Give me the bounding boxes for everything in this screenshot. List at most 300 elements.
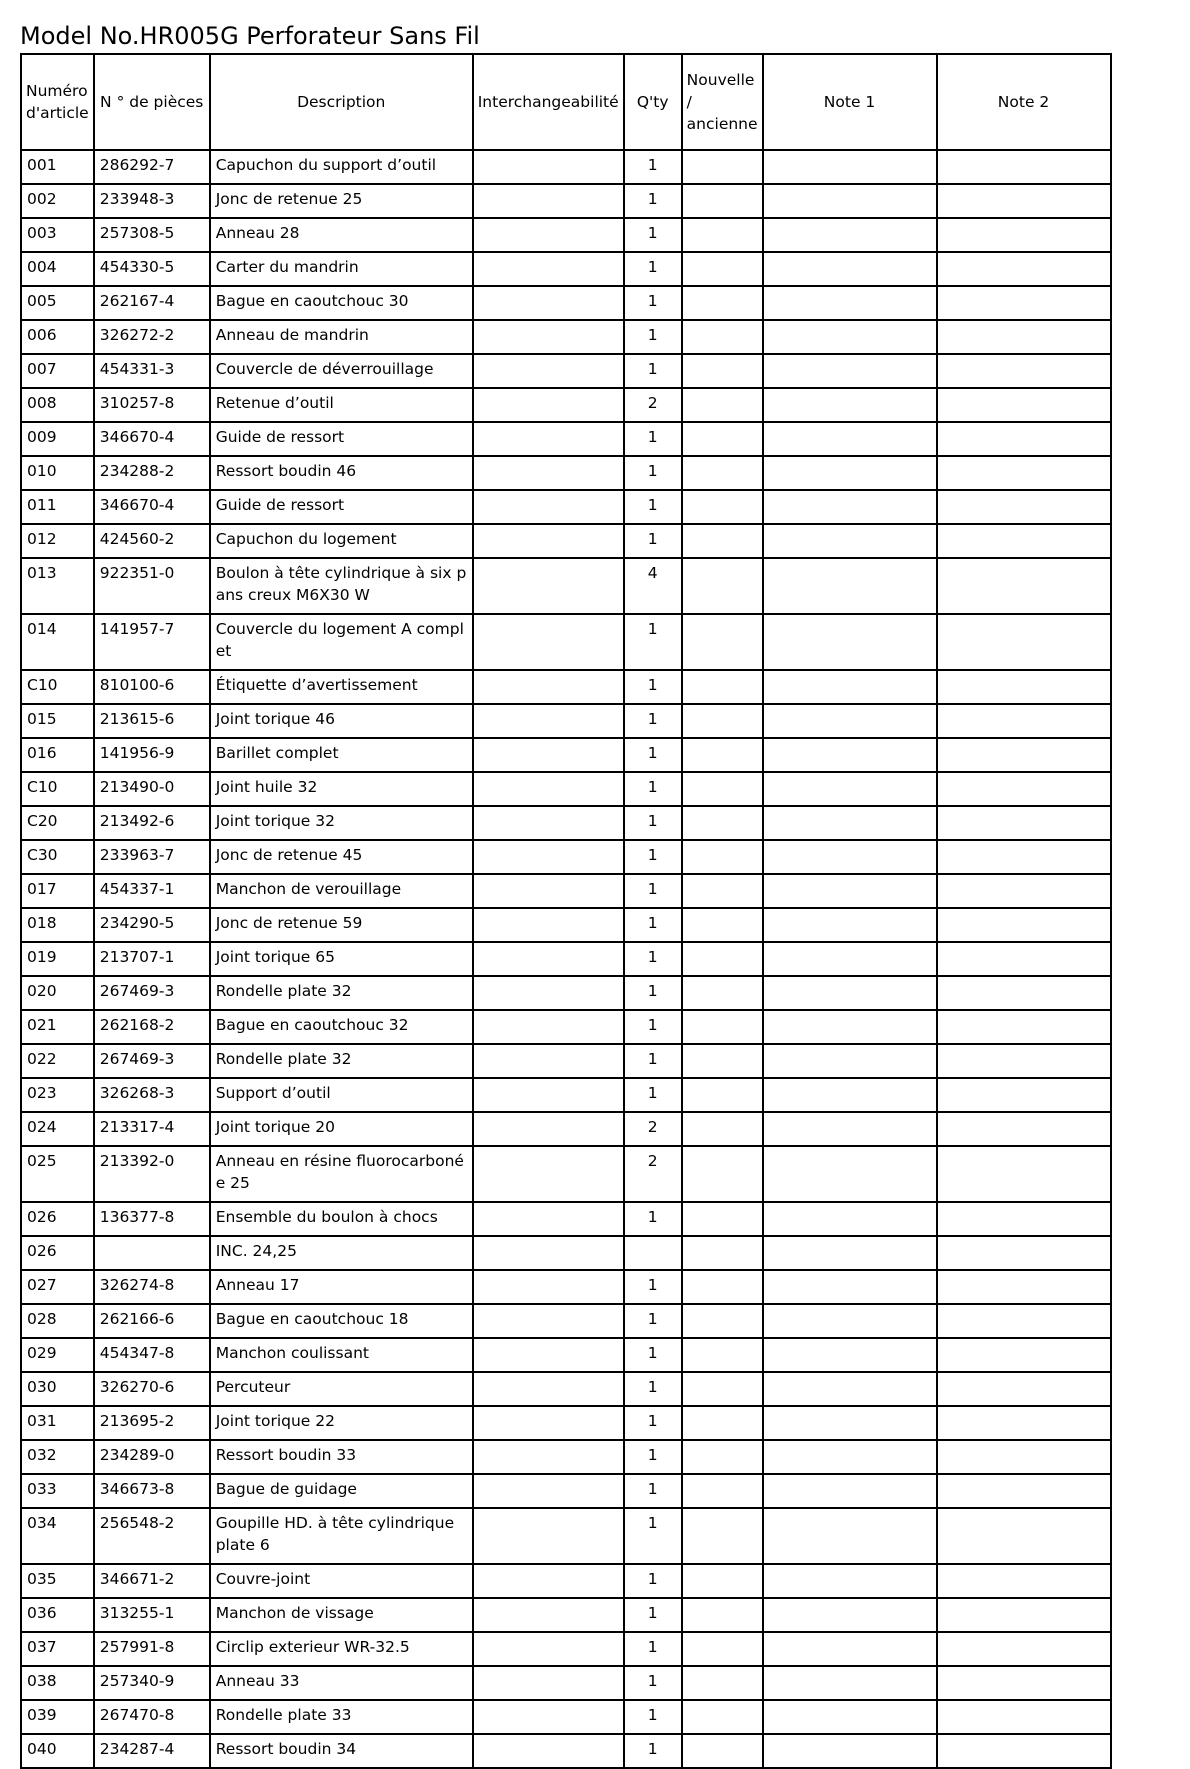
cell-note-1 xyxy=(763,670,937,704)
cell-item-number: 026 xyxy=(21,1236,94,1270)
cell-description: Capuchon du logement xyxy=(210,524,473,558)
cell-quantity: 1 xyxy=(624,1564,682,1598)
header-description: Description xyxy=(210,54,473,150)
cell-quantity: 1 xyxy=(624,1202,682,1236)
cell-item-number: 004 xyxy=(21,252,94,286)
cell-part-number: 141956-9 xyxy=(94,738,210,772)
cell-quantity: 1 xyxy=(624,354,682,388)
cell-item-number: 003 xyxy=(21,218,94,252)
cell-part-number: 310257-8 xyxy=(94,388,210,422)
table-row xyxy=(21,1270,1111,1304)
table-row xyxy=(21,354,1111,388)
cell-description: Joint torique 65 xyxy=(210,942,473,976)
table-row xyxy=(21,218,1111,252)
cell-quantity: 1 xyxy=(624,976,682,1010)
table-row xyxy=(21,738,1111,772)
table-row xyxy=(21,320,1111,354)
cell-note-2 xyxy=(937,1406,1111,1440)
cell-item-number: 035 xyxy=(21,1564,94,1598)
cell-interchangeability xyxy=(473,490,624,524)
cell-interchangeability xyxy=(473,942,624,976)
cell-part-number: 267469-3 xyxy=(94,976,210,1010)
cell-description: Joint torique 20 xyxy=(210,1112,473,1146)
cell-part-number: 454337-1 xyxy=(94,874,210,908)
cell-new-old xyxy=(682,908,763,942)
cell-description: Joint torique 32 xyxy=(210,806,473,840)
cell-note-2 xyxy=(937,1666,1111,1700)
table-row xyxy=(21,772,1111,806)
cell-new-old xyxy=(682,150,763,184)
cell-note-2 xyxy=(937,840,1111,874)
cell-part-number: 262168-2 xyxy=(94,1010,210,1044)
cell-note-2 xyxy=(937,704,1111,738)
cell-description: Bague en caoutchouc 32 xyxy=(210,1010,473,1044)
table-row xyxy=(21,524,1111,558)
cell-description: Retenue d’outil xyxy=(210,388,473,422)
cell-quantity: 1 xyxy=(624,422,682,456)
cell-new-old xyxy=(682,1632,763,1666)
cell-item-number: 005 xyxy=(21,286,94,320)
cell-interchangeability xyxy=(473,558,624,614)
cell-part-number: 213392-0 xyxy=(94,1146,210,1202)
cell-part-number: 454331-3 xyxy=(94,354,210,388)
cell-description: Rondelle plate 32 xyxy=(210,1044,473,1078)
cell-interchangeability xyxy=(473,184,624,218)
cell-note-2 xyxy=(937,908,1111,942)
cell-note-2 xyxy=(937,218,1111,252)
table-row xyxy=(21,976,1111,1010)
cell-new-old xyxy=(682,1010,763,1044)
cell-description: Étiquette d’avertissement xyxy=(210,670,473,704)
table-row xyxy=(21,1010,1111,1044)
cell-item-number: C10 xyxy=(21,772,94,806)
cell-note-1 xyxy=(763,524,937,558)
cell-new-old xyxy=(682,558,763,614)
cell-note-1 xyxy=(763,1666,937,1700)
cell-interchangeability xyxy=(473,286,624,320)
cell-new-old xyxy=(682,524,763,558)
cell-description: Anneau 28 xyxy=(210,218,473,252)
cell-note-1 xyxy=(763,874,937,908)
cell-note-2 xyxy=(937,738,1111,772)
cell-description: Joint torique 22 xyxy=(210,1406,473,1440)
cell-note-1 xyxy=(763,354,937,388)
cell-note-1 xyxy=(763,1734,937,1768)
cell-note-2 xyxy=(937,1508,1111,1564)
parts-table xyxy=(20,53,1112,1769)
cell-note-1 xyxy=(763,320,937,354)
cell-quantity: 1 xyxy=(624,670,682,704)
cell-new-old xyxy=(682,1666,763,1700)
cell-quantity: 1 xyxy=(624,874,682,908)
cell-note-2 xyxy=(937,1338,1111,1372)
cell-part-number: 233963-7 xyxy=(94,840,210,874)
cell-quantity: 1 xyxy=(624,1010,682,1044)
cell-note-2 xyxy=(937,1044,1111,1078)
cell-note-1 xyxy=(763,1474,937,1508)
cell-note-2 xyxy=(937,1474,1111,1508)
table-row xyxy=(21,670,1111,704)
cell-part-number: 346670-4 xyxy=(94,490,210,524)
cell-note-1 xyxy=(763,1372,937,1406)
cell-interchangeability xyxy=(473,1598,624,1632)
cell-note-1 xyxy=(763,490,937,524)
cell-item-number: 034 xyxy=(21,1508,94,1564)
cell-quantity: 1 xyxy=(624,490,682,524)
cell-note-1 xyxy=(763,908,937,942)
cell-part-number: 257340-9 xyxy=(94,1666,210,1700)
cell-part-number: 326274-8 xyxy=(94,1270,210,1304)
cell-interchangeability xyxy=(473,1304,624,1338)
cell-item-number: 018 xyxy=(21,908,94,942)
cell-quantity: 1 xyxy=(624,1304,682,1338)
cell-new-old xyxy=(682,354,763,388)
cell-interchangeability xyxy=(473,1010,624,1044)
cell-item-number: 014 xyxy=(21,614,94,670)
cell-item-number: 025 xyxy=(21,1146,94,1202)
table-row xyxy=(21,1236,1111,1270)
table-row xyxy=(21,1112,1111,1146)
cell-interchangeability xyxy=(473,704,624,738)
table-row xyxy=(21,704,1111,738)
table-row xyxy=(21,614,1111,670)
cell-new-old xyxy=(682,490,763,524)
table-row xyxy=(21,184,1111,218)
cell-quantity: 1 xyxy=(624,456,682,490)
cell-part-number: 313255-1 xyxy=(94,1598,210,1632)
cell-interchangeability xyxy=(473,1372,624,1406)
cell-note-2 xyxy=(937,1304,1111,1338)
cell-part-number: 213707-1 xyxy=(94,942,210,976)
table-header-row xyxy=(21,54,1111,150)
cell-part-number: 136377-8 xyxy=(94,1202,210,1236)
table-row xyxy=(21,1406,1111,1440)
cell-note-2 xyxy=(937,772,1111,806)
cell-note-1 xyxy=(763,1112,937,1146)
cell-item-number: C20 xyxy=(21,806,94,840)
cell-interchangeability xyxy=(473,772,624,806)
table-row xyxy=(21,1202,1111,1236)
table-row xyxy=(21,1666,1111,1700)
cell-interchangeability xyxy=(473,670,624,704)
cell-description: Percuteur xyxy=(210,1372,473,1406)
cell-new-old xyxy=(682,738,763,772)
cell-part-number: 424560-2 xyxy=(94,524,210,558)
cell-quantity: 1 xyxy=(624,252,682,286)
cell-note-2 xyxy=(937,1236,1111,1270)
cell-quantity: 1 xyxy=(624,1338,682,1372)
cell-note-2 xyxy=(937,1564,1111,1598)
cell-interchangeability xyxy=(473,1044,624,1078)
cell-note-2 xyxy=(937,1078,1111,1112)
cell-description: Bague de guidage xyxy=(210,1474,473,1508)
cell-note-2 xyxy=(937,1202,1111,1236)
cell-interchangeability xyxy=(473,1508,624,1564)
cell-part-number: 346673-8 xyxy=(94,1474,210,1508)
cell-note-1 xyxy=(763,558,937,614)
cell-interchangeability xyxy=(473,1734,624,1768)
cell-new-old xyxy=(682,1406,763,1440)
cell-note-1 xyxy=(763,840,937,874)
cell-new-old xyxy=(682,1372,763,1406)
cell-part-number: 234288-2 xyxy=(94,456,210,490)
cell-quantity: 1 xyxy=(624,942,682,976)
cell-description: Boulon à tête cylindrique à six pans creux M6X30 W xyxy=(210,558,473,614)
cell-quantity: 1 xyxy=(624,286,682,320)
cell-note-1 xyxy=(763,184,937,218)
cell-item-number: 013 xyxy=(21,558,94,614)
cell-quantity: 1 xyxy=(624,1508,682,1564)
cell-item-number: 022 xyxy=(21,1044,94,1078)
cell-item-number: 002 xyxy=(21,184,94,218)
header-note-1: Note 1 xyxy=(763,54,937,150)
cell-item-number: 029 xyxy=(21,1338,94,1372)
cell-description: Manchon coulissant xyxy=(210,1338,473,1372)
table-row xyxy=(21,558,1111,614)
cell-description: Barillet complet xyxy=(210,738,473,772)
cell-description: Anneau en résine fluorocarbonée 25 xyxy=(210,1146,473,1202)
cell-part-number: 922351-0 xyxy=(94,558,210,614)
cell-description: Ressort boudin 33 xyxy=(210,1440,473,1474)
cell-item-number: 008 xyxy=(21,388,94,422)
cell-item-number: 007 xyxy=(21,354,94,388)
cell-item-number: 027 xyxy=(21,1270,94,1304)
cell-part-number: 810100-6 xyxy=(94,670,210,704)
cell-description: Joint torique 46 xyxy=(210,704,473,738)
cell-new-old xyxy=(682,1270,763,1304)
cell-new-old xyxy=(682,1146,763,1202)
cell-note-1 xyxy=(763,1406,937,1440)
cell-description: Rondelle plate 33 xyxy=(210,1700,473,1734)
cell-interchangeability xyxy=(473,1270,624,1304)
cell-description: Support d’outil xyxy=(210,1078,473,1112)
cell-interchangeability xyxy=(473,456,624,490)
cell-note-1 xyxy=(763,976,937,1010)
cell-new-old xyxy=(682,1236,763,1270)
cell-part-number: 346671-2 xyxy=(94,1564,210,1598)
cell-description: Jonc de retenue 59 xyxy=(210,908,473,942)
cell-item-number: C10 xyxy=(21,670,94,704)
table-row xyxy=(21,1372,1111,1406)
cell-new-old xyxy=(682,1440,763,1474)
cell-interchangeability xyxy=(473,252,624,286)
cell-note-1 xyxy=(763,942,937,976)
cell-new-old xyxy=(682,1338,763,1372)
cell-part-number: 234290-5 xyxy=(94,908,210,942)
cell-new-old xyxy=(682,1734,763,1768)
cell-item-number: 039 xyxy=(21,1700,94,1734)
cell-description: Ressort boudin 46 xyxy=(210,456,473,490)
table-row xyxy=(21,252,1111,286)
cell-quantity: 1 xyxy=(624,1372,682,1406)
cell-item-number: 020 xyxy=(21,976,94,1010)
table-row xyxy=(21,150,1111,184)
cell-note-1 xyxy=(763,1700,937,1734)
table-row xyxy=(21,1564,1111,1598)
cell-interchangeability xyxy=(473,908,624,942)
cell-interchangeability xyxy=(473,976,624,1010)
cell-interchangeability xyxy=(473,1564,624,1598)
cell-interchangeability xyxy=(473,1700,624,1734)
cell-note-2 xyxy=(937,1632,1111,1666)
cell-description: Bague en caoutchouc 18 xyxy=(210,1304,473,1338)
cell-note-1 xyxy=(763,1236,937,1270)
cell-note-1 xyxy=(763,772,937,806)
cell-quantity: 1 xyxy=(624,1078,682,1112)
cell-note-1 xyxy=(763,1598,937,1632)
cell-note-2 xyxy=(937,252,1111,286)
cell-item-number: 017 xyxy=(21,874,94,908)
cell-item-number: 012 xyxy=(21,524,94,558)
cell-part-number: 267469-3 xyxy=(94,1044,210,1078)
cell-note-1 xyxy=(763,1146,937,1202)
cell-new-old xyxy=(682,1202,763,1236)
cell-item-number: 015 xyxy=(21,704,94,738)
cell-item-number: 033 xyxy=(21,1474,94,1508)
cell-item-number: 037 xyxy=(21,1632,94,1666)
cell-interchangeability xyxy=(473,874,624,908)
cell-description: Couvercle du logement A complet xyxy=(210,614,473,670)
cell-note-1 xyxy=(763,252,937,286)
cell-description: Goupille HD. à tête cylindrique plate 6 xyxy=(210,1508,473,1564)
cell-description: Capuchon du support d’outil xyxy=(210,150,473,184)
cell-part-number: 326270-6 xyxy=(94,1372,210,1406)
cell-part-number: 213492-6 xyxy=(94,806,210,840)
cell-new-old xyxy=(682,184,763,218)
cell-quantity: 1 xyxy=(624,806,682,840)
header-note-2: Note 2 xyxy=(937,54,1111,150)
cell-interchangeability xyxy=(473,1440,624,1474)
cell-note-1 xyxy=(763,218,937,252)
cell-note-1 xyxy=(763,738,937,772)
cell-new-old xyxy=(682,1700,763,1734)
cell-part-number xyxy=(94,1236,210,1270)
cell-description: Rondelle plate 32 xyxy=(210,976,473,1010)
cell-part-number: 326272-2 xyxy=(94,320,210,354)
cell-quantity: 1 xyxy=(624,1440,682,1474)
table-row xyxy=(21,1304,1111,1338)
cell-interchangeability xyxy=(473,422,624,456)
cell-description: Jonc de retenue 25 xyxy=(210,184,473,218)
cell-note-1 xyxy=(763,456,937,490)
cell-note-2 xyxy=(937,976,1111,1010)
cell-note-2 xyxy=(937,490,1111,524)
table-row xyxy=(21,806,1111,840)
cell-part-number: 454330-5 xyxy=(94,252,210,286)
cell-description: Ressort boudin 34 xyxy=(210,1734,473,1768)
cell-note-1 xyxy=(763,1010,937,1044)
cell-note-2 xyxy=(937,320,1111,354)
cell-interchangeability xyxy=(473,1632,624,1666)
cell-quantity: 1 xyxy=(624,1270,682,1304)
cell-description: Guide de ressort xyxy=(210,422,473,456)
table-row xyxy=(21,1338,1111,1372)
cell-interchangeability xyxy=(473,354,624,388)
cell-item-number: 019 xyxy=(21,942,94,976)
cell-new-old xyxy=(682,840,763,874)
cell-item-number: 016 xyxy=(21,738,94,772)
cell-quantity: 4 xyxy=(624,558,682,614)
cell-note-2 xyxy=(937,1010,1111,1044)
cell-part-number: 234289-0 xyxy=(94,1440,210,1474)
cell-note-2 xyxy=(937,524,1111,558)
cell-quantity: 1 xyxy=(624,1474,682,1508)
cell-part-number: 141957-7 xyxy=(94,614,210,670)
cell-item-number: 006 xyxy=(21,320,94,354)
cell-new-old xyxy=(682,976,763,1010)
cell-note-2 xyxy=(937,184,1111,218)
cell-interchangeability xyxy=(473,1474,624,1508)
cell-description: Bague en caoutchouc 30 xyxy=(210,286,473,320)
table-row xyxy=(21,1146,1111,1202)
cell-item-number: 038 xyxy=(21,1666,94,1700)
table-row xyxy=(21,874,1111,908)
cell-note-2 xyxy=(937,422,1111,456)
cell-interchangeability xyxy=(473,320,624,354)
cell-new-old xyxy=(682,1112,763,1146)
cell-note-1 xyxy=(763,614,937,670)
table-row xyxy=(21,1508,1111,1564)
cell-interchangeability xyxy=(473,806,624,840)
cell-part-number: 346670-4 xyxy=(94,422,210,456)
cell-note-2 xyxy=(937,614,1111,670)
cell-interchangeability xyxy=(473,150,624,184)
cell-note-1 xyxy=(763,806,937,840)
table-row xyxy=(21,456,1111,490)
cell-note-1 xyxy=(763,1440,937,1474)
cell-note-2 xyxy=(937,388,1111,422)
cell-new-old xyxy=(682,874,763,908)
cell-part-number: 213490-0 xyxy=(94,772,210,806)
cell-new-old xyxy=(682,1508,763,1564)
cell-new-old xyxy=(682,388,763,422)
cell-description: Anneau de mandrin xyxy=(210,320,473,354)
cell-quantity: 1 xyxy=(624,1700,682,1734)
cell-new-old xyxy=(682,320,763,354)
cell-new-old xyxy=(682,614,763,670)
cell-new-old xyxy=(682,218,763,252)
cell-note-2 xyxy=(937,1598,1111,1632)
cell-note-2 xyxy=(937,806,1111,840)
cell-interchangeability xyxy=(473,1078,624,1112)
cell-item-number: 009 xyxy=(21,422,94,456)
cell-description: Ensemble du boulon à chocs xyxy=(210,1202,473,1236)
table-row xyxy=(21,1078,1111,1112)
cell-interchangeability xyxy=(473,218,624,252)
cell-part-number: 213615-6 xyxy=(94,704,210,738)
cell-part-number: 234287-4 xyxy=(94,1734,210,1768)
cell-note-1 xyxy=(763,704,937,738)
cell-description: Anneau 17 xyxy=(210,1270,473,1304)
cell-note-1 xyxy=(763,1304,937,1338)
cell-new-old xyxy=(682,806,763,840)
cell-description: Circlip exterieur WR-32.5 xyxy=(210,1632,473,1666)
cell-new-old xyxy=(682,286,763,320)
cell-interchangeability xyxy=(473,614,624,670)
cell-note-2 xyxy=(937,1734,1111,1768)
cell-new-old xyxy=(682,1564,763,1598)
cell-quantity: 2 xyxy=(624,1112,682,1146)
cell-description: INC. 24,25 xyxy=(210,1236,473,1270)
header-quantity: Q'ty xyxy=(624,54,682,150)
cell-interchangeability xyxy=(473,388,624,422)
cell-interchangeability xyxy=(473,1406,624,1440)
parts-table-body xyxy=(21,150,1111,1768)
cell-item-number: 040 xyxy=(21,1734,94,1768)
cell-new-old xyxy=(682,670,763,704)
cell-interchangeability xyxy=(473,1666,624,1700)
cell-description: Manchon de vissage xyxy=(210,1598,473,1632)
